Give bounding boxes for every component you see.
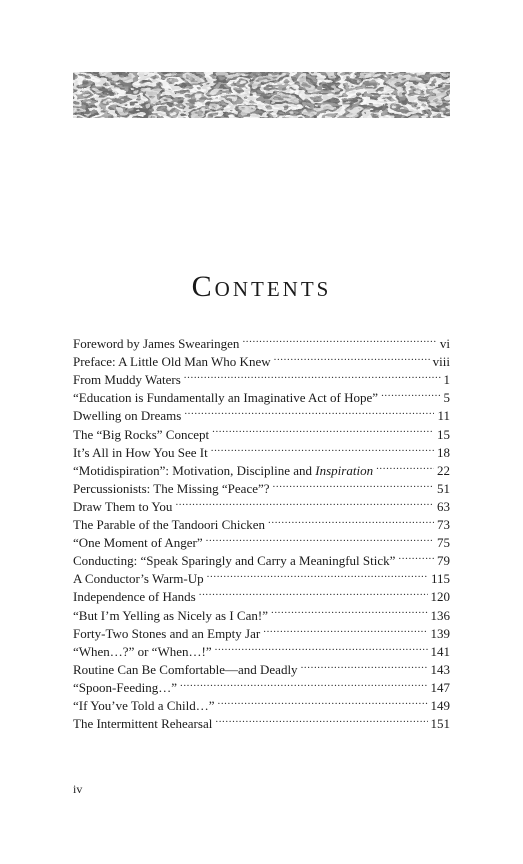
toc-entry-title: Conducting: “Speak Sparingly and Carry a Meaningful Stick” (73, 553, 396, 569)
toc-entry-title: Dwelling on Dreams (73, 408, 182, 424)
toc-entry-title: It’s All in How You See It (73, 444, 208, 460)
dot-leader (268, 511, 434, 529)
toc-entry-title: “Education is Fundamentally an Imaginative Act of Hope” (73, 390, 379, 406)
toc-entry-page: 149 (430, 697, 450, 713)
toc-entry-page: 15 (437, 426, 450, 442)
toc-entry-title: The Intermittent Rehearsal (73, 716, 213, 732)
dot-leader (381, 384, 440, 402)
toc-entry-title: “If You’ve Told a Child…” (73, 697, 215, 713)
toc-entry-page: 11 (437, 408, 450, 424)
dot-leader (184, 402, 434, 420)
dot-leader (271, 601, 428, 619)
dot-leader (215, 638, 428, 656)
dot-leader (211, 439, 434, 457)
toc-entry-title: “One Moment of Anger” (73, 535, 203, 551)
toc-entry-title: Routine Can Be Comfortable—and Deadly (73, 661, 298, 677)
toc-entry-title: Forty-Two Stones and an Empty Jar (73, 625, 261, 641)
toc-entry-title: “When…?” or “When…!” (73, 643, 212, 659)
toc-entry-page: vi (439, 336, 450, 352)
toc-entry-title-italic: Inspiration (315, 462, 374, 478)
toc-entry-page: 1 (443, 372, 450, 388)
toc-entry-title: Preface: A Little Old Man Who Knew (73, 354, 271, 370)
toc-entry-page: 79 (437, 553, 450, 569)
page-title: Contents (191, 270, 332, 304)
dot-leader (376, 457, 434, 475)
toc-entry-title: “Spoon-Feeding…” (73, 679, 177, 695)
page-number: iv (73, 782, 83, 796)
toc-entry-page: 5 (443, 390, 450, 406)
toc-entry-title: Draw Them to You (73, 498, 173, 514)
dot-leader (274, 348, 430, 366)
toc-entry-page: 120 (430, 589, 450, 605)
toc-entry-page: 143 (430, 661, 450, 677)
dot-leader (206, 529, 434, 547)
toc-entry-title: Independence of Hands (73, 589, 196, 605)
toc-entry-page: 18 (437, 444, 450, 460)
toc-entry-page: 139 (430, 625, 450, 641)
toc-entry-page: 136 (430, 607, 450, 623)
toc-entry-title: The “Big Rocks” Concept (73, 426, 210, 442)
dot-leader (180, 674, 428, 692)
toc-entry-page: viii (432, 354, 450, 370)
toc-entry-title: Foreword by James Swearingen (73, 336, 240, 352)
dot-leader (207, 565, 428, 583)
dot-leader (215, 710, 427, 728)
toc-entry-page: 22 (437, 462, 450, 478)
dot-leader (184, 366, 441, 384)
dot-leader (175, 493, 434, 511)
toc-entry-page: 73 (437, 517, 450, 533)
dot-leader (212, 420, 434, 438)
toc-entry-page: 141 (430, 643, 450, 659)
dot-leader (301, 656, 428, 674)
marble-pattern (73, 72, 450, 118)
toc-entry-title: From Muddy Waters (73, 372, 181, 388)
dot-leader (199, 583, 428, 601)
table-of-contents (73, 330, 450, 732)
dot-leader (273, 475, 434, 493)
toc-entry-page: 147 (430, 679, 450, 695)
dot-leader (242, 330, 436, 348)
dot-leader (217, 692, 427, 710)
toc-entry-page: 75 (437, 535, 450, 551)
toc-entry-page: 63 (437, 498, 450, 514)
marbled-banner (73, 72, 450, 118)
dot-leader (398, 547, 434, 565)
dot-leader (263, 620, 427, 638)
toc-entry-title: “But I’m Yelling as Nicely as I Can!” (73, 607, 268, 623)
toc-entry[interactable] (73, 330, 450, 352)
toc-entry-page: 51 (437, 480, 450, 496)
toc-entry-title: “Motidispiration”: Motivation, Discipline and Inspiration (73, 462, 374, 478)
toc-entry-title: Percussionists: The Missing “Peace”? (73, 480, 270, 496)
toc-entry-page: 151 (430, 716, 450, 732)
toc-entry-page: 115 (430, 571, 450, 587)
toc-entry-title: A Conductor’s Warm-Up (73, 571, 204, 587)
toc-entry-title: The Parable of the Tandoori Chicken (73, 517, 265, 533)
